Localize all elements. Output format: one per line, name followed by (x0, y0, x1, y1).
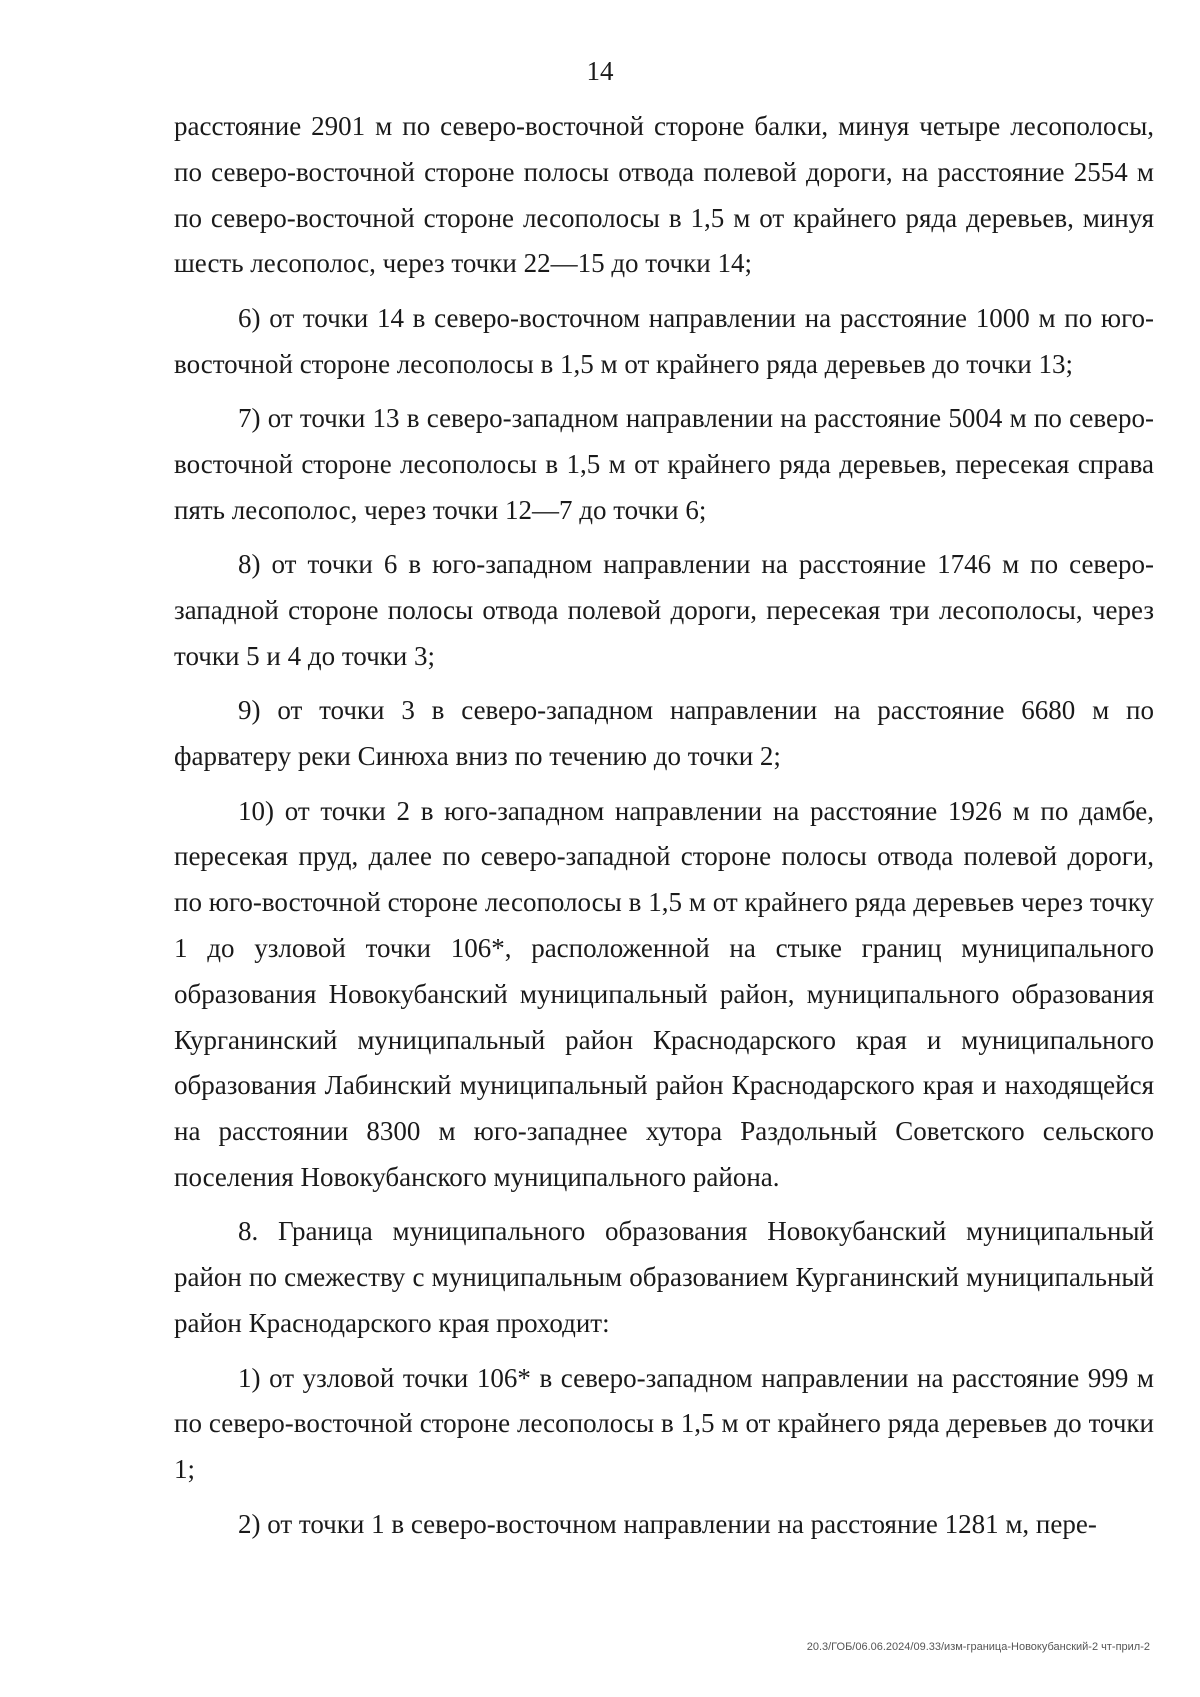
document-body (174, 104, 1154, 1556)
page-number: 14 (586, 56, 614, 86)
paragraph-section-8-item-1: 1) от узловой точки 106* в северо-западном направлении на расстояние 999 м по северо-восточной стороне лесополосы в 1,5 м от крайнего ряда деревьев до точки 1; (174, 1362, 1154, 1485)
section-8-heading-paragraph: 8. Граница муниципального образования Новокубанский муниципальный район по смежеству с муниципальным образованием Курганинский муниципальный район Краснодарского края проходит: (174, 1216, 1154, 1339)
paragraph-continuation: расстояние 2901 м по северо-восточной стороне балки, минуя четыре лесополосы, по северо-восточной стороне полосы отвода полевой дороги, на расстояние 2554 м по северо-восточной стороне лесополосы в 1,5 м от крайнего ряда деревьев, минуя шесть лесополос, через точки 22—15 до точки 14; (174, 111, 1154, 279)
paragraph-item-10: 10) от точки 2 в юго-западном направлении на расстояние 1926 м по дамбе, пересекая пруд, далее по северо-западной стороне полосы отвода полевой дороги, по юго-восточной стороне лесополосы в 1,5 м от крайнего ряда деревьев через точку 1 до узловой точки 106*, расположенной на стыке границ муниципального образования Новокубанский муниципальный район, муниципального образования Курганинский муниципальный район Краснодарского края и муниципального образования Лабинский муниципальный район Краснодарского края и находящейся на расстоянии 8300 м юго-западнее хутора Раздольный Советского сельского поселения Новокубанского муниципального района. (174, 795, 1154, 1192)
paragraph-section-8-item-2: 2) от точки 1 в северо-восточном направлении на расстояние 1281 м, пере- (238, 1508, 1097, 1539)
paragraph-item-6: 6) от точки 14 в северо-восточном направлении на расстояние 1000 м по юго-восточной стороне лесополосы в 1,5 м от крайнего ряда деревьев до точки 13; (174, 302, 1154, 379)
paragraph-item-7: 7) от точки 13 в северо-западном направлении на расстояние 5004 м по северо-восточной стороне лесополосы в 1,5 м от крайнего ряда деревьев, пересекая справа пять лесополос, через точки 12—7 до точки 6; (174, 403, 1154, 525)
paragraph-item-9: 9) от точки 3 в северо-западном направлении на расстояние 6680 м по фарватеру реки Синюха вниз по течению до точки 2; (174, 695, 1154, 772)
paragraph-item-8: 8) от точки 6 в юго-западном направлении на расстояние 1746 м по северо-западной стороне полосы отвода полевой дороги, пересекая три лесополосы, через точки 5 и 4 до точки 3; (174, 549, 1154, 671)
document-footer-code: 20.3/ГОБ/06.06.2024/09.33/изм-граница-Новокубанский-2 чт-прил-2 (806, 1641, 1150, 1653)
